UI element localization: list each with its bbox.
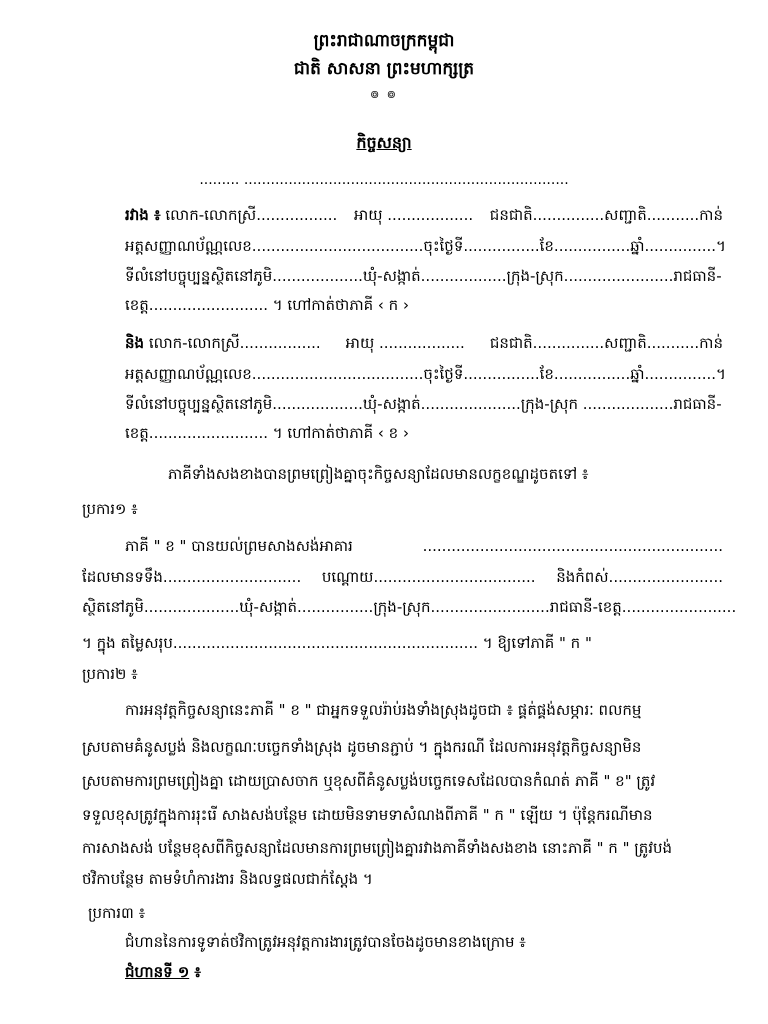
- party-a-line-1: [125, 205, 723, 225]
- step-1-heading: [125, 962, 201, 982]
- article-3-intro: ជំហាននៃការទូទាត់ថវិកាត្រូវអនុវត្តការងារត្រូវបានចែងដូចមានខាងក្រោម ៖: [125, 933, 526, 951]
- article-1-line-3: ស្ថិតនៅភូមិ....................ឃុំ-សង្កាត់................ក្រុង-ស្រុក.........................រាជធានី-ខេត្ត........................: [82, 598, 737, 616]
- party-a-line-2: អត្តសញ្ញាណប័ណ្ណលេខ....................................ចុះថ្ងៃទី................ខែ................ឆ្នាំ...............។: [125, 237, 726, 255]
- party-a-line-3: ទីលំនៅបច្ចុប្បន្នស្ថិតនៅភូមិ...................ឃុំ-សង្កាត់..................ក្រុង-ស្រុក.......................រាជធានី-: [125, 267, 722, 285]
- motto-header: ជាតិ សាសនា ព្រះមហាក្សត្រ: [293, 59, 475, 79]
- party-b-age-field: អាយុ ..................: [345, 334, 465, 352]
- agreement-intro: ភាគីទាំងសងខាងបានព្រមព្រៀងគ្នាចុះកិច្ចសន្យាដែលមានលក្ខខណ្ឌដូចតទៅ ៖: [168, 465, 589, 483]
- party-a-age-field: អាយុ ..................: [353, 206, 474, 224]
- party-b-label: និង: [125, 334, 145, 352]
- article-2-line-5: ការសាងសង់ បន្ថែមខុសពីកិច្ចសន្យាដែលមានការព្រមព្រៀងគ្នារវាងភាគីទាំងសងខាង នោះភាគី " ក " ត្រូវបង់: [82, 839, 673, 857]
- party-a-name-field: លោក-លោកស្រី.................: [165, 206, 338, 224]
- article-1-label: ប្រការ១ ៖: [82, 500, 138, 518]
- article-1-line-2: [82, 567, 723, 587]
- article-2-line-2: ស្របតាមគំនូសប្លង់ និងលក្ខណៈបច្ចេកទាំងស្រុង ដូចមានភ្ជាប់ ។ ក្នុងករណី ដែលការអនុវត្តកិច្ចសន្យាមិន: [82, 738, 642, 756]
- article-2-line-6: ថវិកាបន្ថែម តាមទំហំការងារ និងលទ្ធផលជាក់ស្ដែង ។: [82, 870, 373, 888]
- party-b-nationality-field: ជនជាតិ...............សញ្ជាតិ...........កាន់: [489, 334, 723, 352]
- width-field: ដែលមានទទឹង.............................: [82, 568, 302, 586]
- article-2-line-4: ទទួលខុសត្រូវក្នុងការរុះរើ សាងសង់បន្ថែម ដោយមិនទាមទាសំណងពីភាគី " ក " ឡើយ ។ ប៉ុន្តែករណីមាន: [82, 806, 653, 824]
- header-ornament: ៙ ៙: [370, 88, 398, 101]
- kingdom-header: ព្រះរាជាណាចក្រកម្ពុជា: [313, 31, 455, 51]
- article-2-line-3: ស្របតាមការព្រមព្រៀងគ្នា ដោយប្រាសចាក ឬខុសពីគំនូសប្លង់បច្ចេកទេសដែលបានកំណត់ ភាគី " ខ" ត្រូវ: [82, 772, 656, 790]
- party-a-label: រវាង ៖: [125, 206, 161, 224]
- article-1-line-4: ។ ក្នុង តម្លៃសរុប................................................................ ។ ឱ្យទៅភាគី " ក ": [82, 634, 592, 652]
- article-2-label: ប្រការ២ ៖: [82, 665, 138, 683]
- party-b-line-2: អត្តសញ្ញាណប័ណ្ណលេខ....................................ចុះថ្ងៃទី................ខែ................ឆ្នាំ...............។: [125, 365, 726, 383]
- party-b-line-4: ខេត្ត......................... ។ ហៅកាត់ថាភាគី ‹ ខ ›: [125, 424, 409, 442]
- party-a-line-4: ខេត្ត......................... ។ ហៅកាត់ថាភាគី ‹ ក ›: [125, 296, 409, 314]
- party-b-name-field: លោក-លោកស្រី.................: [148, 334, 321, 352]
- document-title: កិច្ចសន្យា: [356, 133, 412, 152]
- contract-number-blank: ......... .........................................................................: [199, 172, 569, 188]
- article-3-label: ប្រការ៣ ៖: [88, 904, 146, 922]
- party-b-line-1: [125, 333, 723, 353]
- party-b-line-3: ទីលំនៅបច្ចុប្បន្នស្ថិតនៅភូមិ...................ឃុំ-សង្កាត់.....................ក្រុង-ស្រុក ...................រាជធានី-: [125, 395, 722, 413]
- step-1-label: ជំហានទី ១: [125, 963, 190, 981]
- article-1-building-blank: ...............................................................: [422, 537, 723, 555]
- article-1-building-text: ភាគី " ខ " បានយល់ព្រមសាងសង់អាគារ: [125, 537, 353, 555]
- height-field: និងកំពស់........................: [556, 568, 723, 586]
- step-1-colon: ៖: [189, 963, 202, 981]
- article-2-line-1: ការអនុវត្តកិច្ចសន្យានេះភាគី " ខ " ជាអ្នកទទួលរ៉ាប់រងទាំងស្រុងដូចជា ៖ ផ្គត់ផ្គង់សម្ភារៈ ពលកម្ម: [125, 701, 642, 719]
- article-1-line-1: [125, 536, 723, 556]
- party-a-nationality-field: ជនជាតិ...............សញ្ជាតិ...........កាន់: [489, 206, 723, 224]
- length-field: បណ្ដោយ..................................: [321, 568, 536, 586]
